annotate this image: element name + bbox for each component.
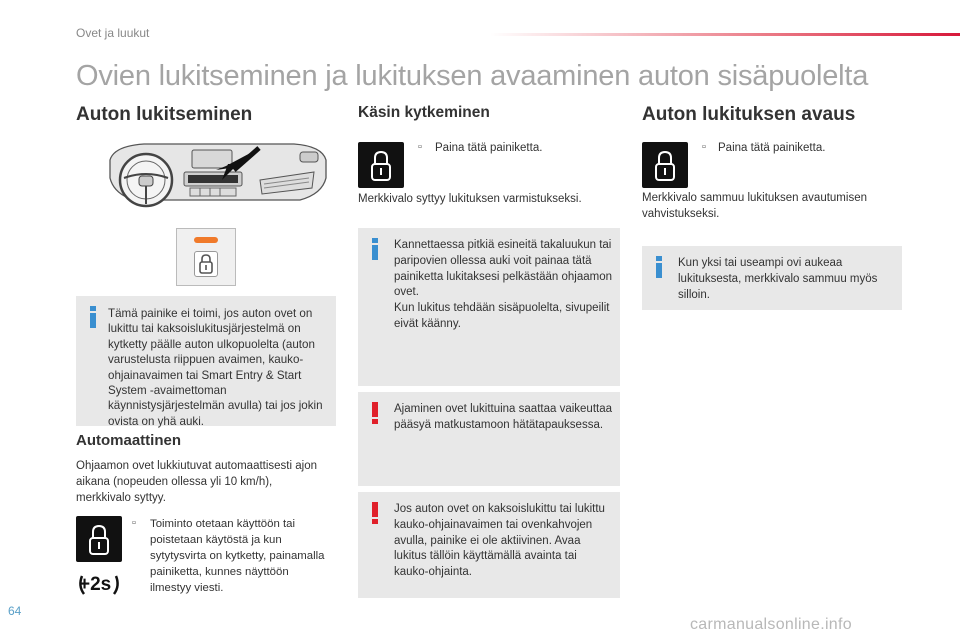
info-icon [90,306,96,328]
dashboard-illustration [104,138,332,214]
indicator-text: Merkkivalo sammuu lukituksen avautumisen vahvistukseksi. [642,192,867,220]
page-number: 64 [8,604,22,618]
hold-2s-icon: +2s [76,570,122,600]
page-title: Ovien lukitseminen ja lukituksen avaaminen auton sisäpuolelta [76,60,869,92]
heading-locking: Auton lukitseminen [76,104,253,125]
info-text: Kannettaessa pitkiä esineitä takaluukun tai paripovien ollessa auki voit painaa tätä painiketta lukitaksesi pelkästään ohjaamon ovet. Kun lukitus tehdään sisäpuolelta, sivupeilit eivät käänny. [394,239,612,330]
press-instruction: Paina tätä painiketta. [718,142,826,154]
warning-text: Ajaminen ovet lukittuina saattaa vaikeuttaa pääsyä matkustamoon hätätapauksessa. [394,403,612,431]
watermark: carmanualsonline.info [690,616,852,633]
warning-box-deadlock [358,492,620,598]
info-text: Tämä painike ei toimi, jos auton ovet on lukittu tai kaksoislukitusjärjestelmä on kytketty päälle auton ulkopuolelta (auton varustelusta riippuen avaimen, kauko-ohjainavaimen tai Smart Entry & Start System -avaimettoman käynnistysjärjestelmän avulla) tai jos jokin ovista on yhä auki. [108,307,323,428]
info-box-lock-conditions [76,296,336,426]
automatic-text: Ohjaamon ovet lukkiutuvat automaattisesti ajon aikana (nopeuden ollessa yli 10 km/h), merkkivalo syttyy. [76,460,317,504]
lock-button-icon [76,516,122,562]
lock-icon [198,253,214,275]
lock-button-icon [358,142,404,188]
bullet-glyph: ▫ [418,141,422,153]
warning-icon [372,502,378,524]
led-indicator [194,237,218,243]
indicator-text: Merkkivalo syttyy lukituksen varmistukseksi. [358,193,582,205]
press-instruction: Paina tätä painiketta. [435,142,543,154]
lock-button-icon [642,142,688,188]
info-box-door-open [642,246,902,310]
info-text: Kun yksi tai useampi ovi aukeaa lukituksesta, merkkivalo sammuu myös silloin. [678,257,878,301]
toggle-instruction: Toiminto otetaan käyttöön tai poistetaan käytöstä ja kun sytytysvirta on kytketty, painamalla painiketta, kunnes näyttöön ilmestyy viesti. [150,518,325,594]
bullet-glyph: ▫ [132,517,136,529]
warning-icon [372,402,378,424]
lock-button-illustration [176,228,236,286]
heading-unlocking: Auton lukituksen avaus [642,104,856,125]
heading-manual: Käsin kytkeminen [358,104,490,121]
info-icon [656,256,662,278]
info-box-cabin-lock [358,228,620,386]
heading-automatic: Automaattinen [76,432,181,449]
header-divider [490,33,960,36]
warning-box-emergency [358,392,620,486]
section-header: Ovet ja luukut [76,26,150,40]
info-icon [372,238,378,260]
warning-text: Jos auton ovet on kaksoislukittu tai lukittu kauko-ohjainavaimen tai ovenkahvojen avulla, painike ei ole aktiivinen. Avaa lukitus tällöin käyttämällä avainta tai kauko-ohjainta. [394,503,605,579]
bullet-glyph: ▫ [702,141,706,153]
